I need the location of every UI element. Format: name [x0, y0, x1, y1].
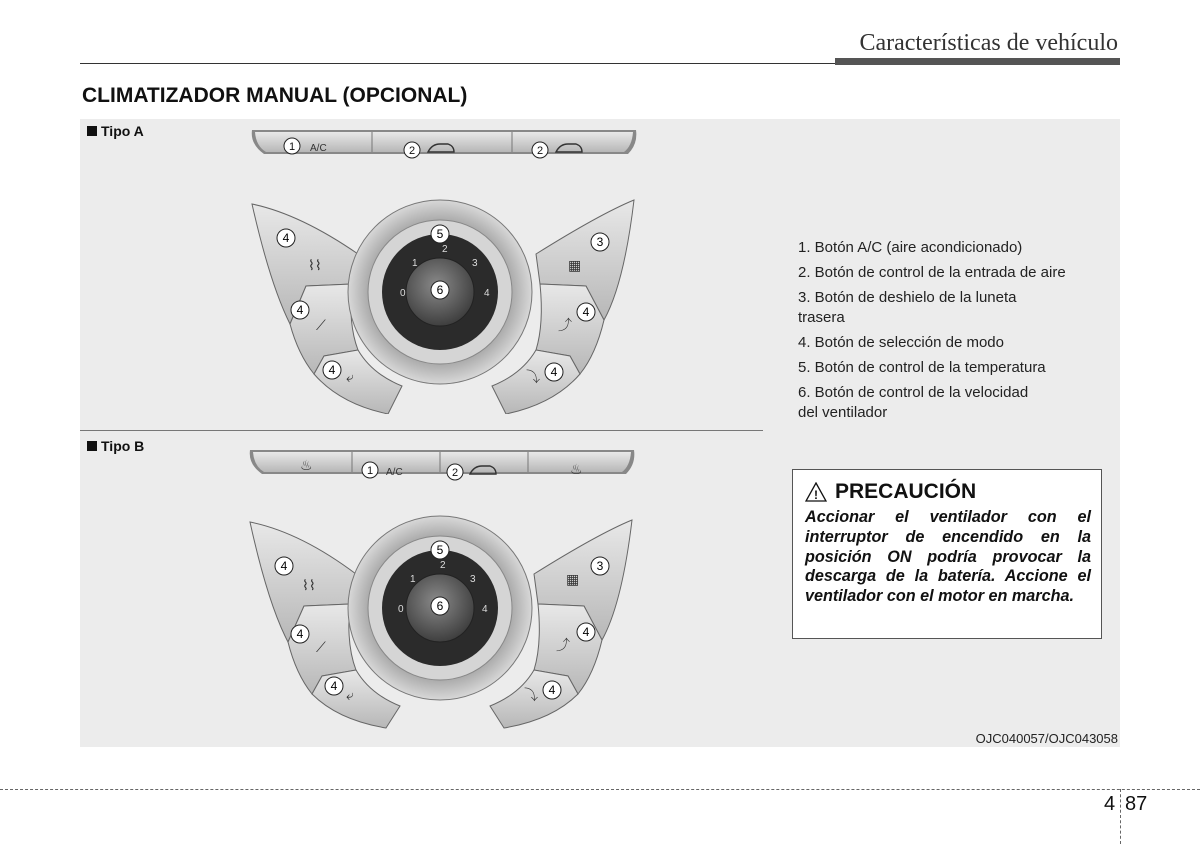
page-number: 87	[1125, 793, 1148, 815]
svg-text:4: 4	[550, 365, 558, 379]
bullet-square	[87, 441, 97, 451]
legend-item: 5. Botón de control de la temperatura	[798, 359, 1046, 376]
defrost-windshield-icon: ⌇⌇	[308, 257, 322, 273]
tipo-b-label: Tipo B	[87, 438, 144, 454]
svg-text:0: 0	[398, 604, 404, 615]
svg-text:3: 3	[472, 258, 478, 269]
svg-text:!: !	[814, 488, 818, 502]
floor-vent-icon: ⤶	[346, 687, 354, 703]
defrost-floor-icon: ⟋	[316, 317, 326, 333]
face-vent-icon: ⤴	[558, 317, 572, 333]
chapter-number: 4	[1104, 793, 1116, 815]
heated-seat-icon[interactable]: ♨	[570, 461, 583, 477]
svg-text:3: 3	[596, 235, 604, 249]
svg-text:2: 2	[408, 145, 416, 157]
svg-text:4: 4	[548, 683, 556, 697]
svg-text:4: 4	[280, 559, 288, 573]
figure-code: OJC040057/OJC043058	[975, 731, 1118, 746]
svg-text:A/C: A/C	[310, 143, 327, 154]
svg-text:6: 6	[436, 599, 444, 613]
caution-title: PRECAUCIÓN	[835, 480, 977, 503]
header-bar	[835, 58, 1120, 65]
legend-item: 4. Botón de selección de modo	[798, 334, 1004, 351]
svg-text:4: 4	[482, 604, 488, 615]
header-rule	[80, 63, 835, 64]
climate-panel-tipo-b	[240, 444, 660, 734]
svg-text:1: 1	[410, 574, 416, 585]
legend-item: 6. Botón de control de la velocidad del ventilador	[798, 384, 1029, 421]
legend-list	[798, 238, 1066, 428]
heated-seat-icon[interactable]: ♨	[300, 457, 313, 473]
defrost-floor-icon: ⟋	[316, 639, 326, 655]
warning-triangle-icon	[805, 482, 827, 502]
figure-divider	[80, 430, 763, 431]
page-header-title: Características de vehículo	[859, 30, 1118, 56]
svg-text:5: 5	[436, 543, 444, 557]
face-floor-vent-icon: ⤵	[524, 687, 538, 703]
svg-text:A/C: A/C	[386, 467, 403, 478]
svg-text:4: 4	[282, 231, 290, 245]
caution-header	[805, 480, 1091, 504]
svg-text:4: 4	[582, 625, 590, 639]
svg-text:4: 4	[582, 305, 590, 319]
svg-text:3: 3	[596, 559, 604, 573]
svg-text:1: 1	[412, 258, 418, 269]
tipo-a-label: Tipo A	[87, 123, 144, 139]
legend-item: 3. Botón de deshielo de la luneta trasera	[798, 289, 1017, 326]
climate-panel-tipo-a	[240, 124, 660, 414]
svg-text:4: 4	[296, 627, 304, 641]
footer-dashed-divider	[1120, 789, 1121, 844]
svg-text:2: 2	[442, 244, 448, 255]
svg-text:0: 0	[400, 288, 406, 299]
svg-text:6: 6	[436, 283, 444, 297]
svg-text:4: 4	[328, 363, 336, 377]
svg-text:2: 2	[536, 145, 544, 157]
svg-text:5: 5	[436, 227, 444, 241]
svg-text:1: 1	[366, 465, 374, 477]
floor-vent-icon: ⤶	[346, 369, 354, 385]
caution-text: Accionar el ventilador con el interruptor de encendido en la posición ON podría provocar la descarga de la batería. Accione el ventilador con el motor en marcha.	[805, 508, 1091, 606]
svg-text:2: 2	[451, 467, 459, 479]
legend-item: 2. Botón de control de la entrada de aire	[798, 264, 1066, 281]
svg-text:4: 4	[484, 288, 490, 299]
footer-dashed-rule	[0, 789, 1200, 790]
svg-text:4: 4	[330, 679, 338, 693]
section-title: CLIMATIZADOR MANUAL (OPCIONAL)	[82, 84, 468, 107]
rear-defrost-icon: ▦	[568, 257, 582, 273]
bullet-square	[87, 126, 97, 136]
caution-box	[792, 469, 1102, 639]
legend-item: 1. Botón A/C (aire acondicionado)	[798, 239, 1023, 256]
rear-defrost-icon: ▦	[566, 571, 580, 587]
svg-text:4: 4	[296, 303, 304, 317]
defrost-windshield-icon: ⌇⌇	[302, 577, 316, 593]
svg-text:2: 2	[440, 560, 446, 571]
face-vent-icon: ⤴	[556, 637, 570, 653]
svg-text:1: 1	[288, 141, 296, 153]
face-floor-vent-icon: ⤵	[526, 369, 540, 385]
svg-text:3: 3	[470, 574, 476, 585]
